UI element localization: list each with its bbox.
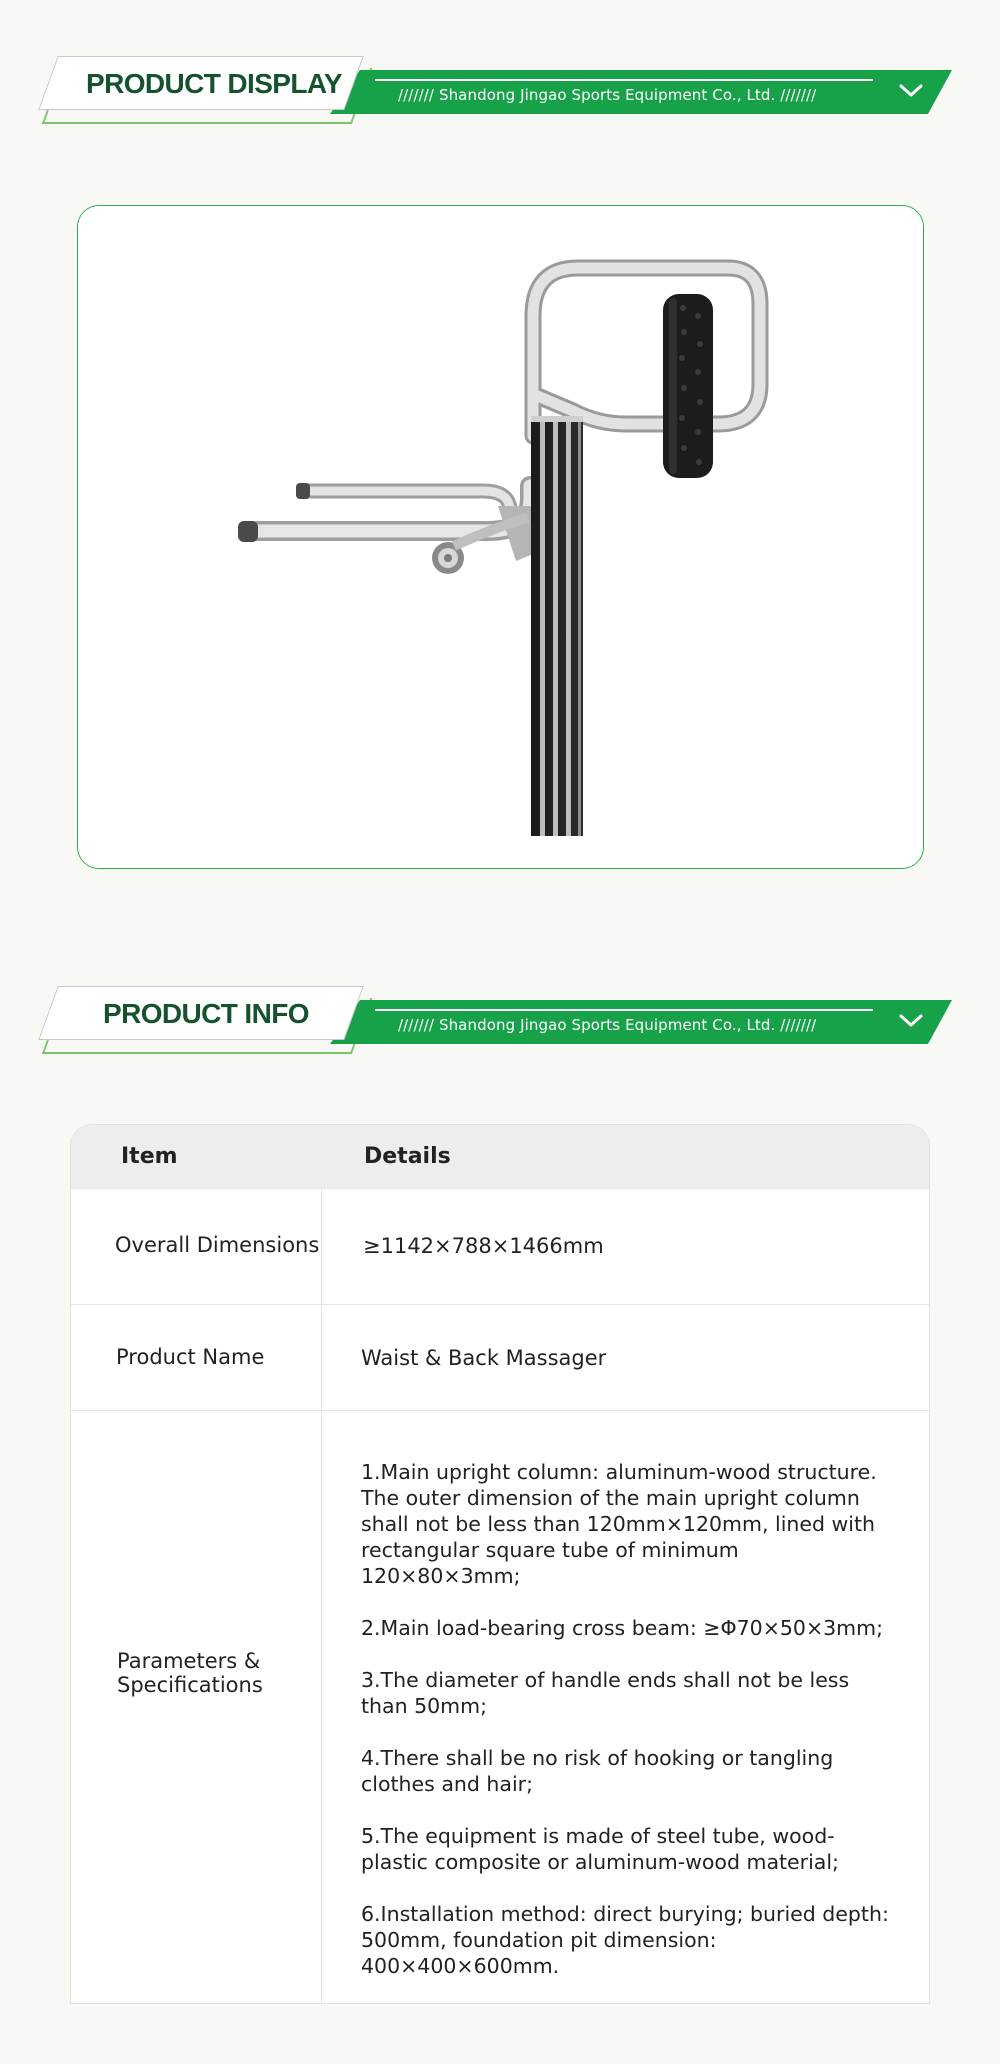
company-name: /////// Shandong Jingao Sports Equipment Co., Ltd. /////// — [398, 1016, 817, 1034]
table-row — [71, 1410, 929, 2004]
table-row — [71, 1304, 929, 1410]
row-label-line: Parameters & — [117, 1649, 261, 1673]
section-header-display — [0, 56, 1000, 136]
header-item: Item — [121, 1144, 178, 1169]
massage-roller — [663, 294, 713, 478]
row-value: ≥1142×788×1466mm — [363, 1234, 604, 1258]
main-post — [531, 416, 583, 836]
spec-item: 2.Main load-bearing cross beam: ≥Φ70×50×3mm; — [361, 1616, 884, 1640]
row-value: Waist & Back Massager — [361, 1346, 607, 1370]
product-image-card — [77, 205, 924, 869]
row-label-line: Specifications — [117, 1673, 263, 1697]
spec-item: 5.The equipment is made of steel tube, wood-plastic composite or aluminum-wood material; — [361, 1824, 839, 1874]
spec-item: 4.There shall be no risk of hooking or tangling clothes and hair; — [361, 1746, 834, 1796]
chevron-down-icon[interactable] — [898, 80, 924, 102]
spec-item: 3.The diameter of handle ends shall not be less than 50mm; — [361, 1668, 850, 1718]
chevron-down-icon[interactable] — [898, 1010, 924, 1032]
product-image — [78, 206, 924, 869]
ribbon-rule — [375, 79, 873, 81]
spec-item: 6.Installation method: direct burying; buried depth: 500mm, foundation pit dimension: 400×400×600mm. — [361, 1902, 889, 1978]
row-label: Overall Dimensions — [115, 1233, 320, 1257]
product-info-table — [70, 1124, 930, 2004]
section-header-info — [0, 986, 1000, 1066]
spec-item: 1.Main upright column: aluminum-wood structure. The outer dimension of the main upright column shall not be less than 120mm×120mm, lined with rectangular square tube of minimum 120×80×3mm; — [361, 1460, 877, 1588]
section-title: PRODUCT INFO — [103, 998, 309, 1029]
section-title: PRODUCT DISPLAY — [86, 68, 343, 99]
row-label — [117, 1649, 263, 1697]
table-header — [71, 1125, 929, 1188]
table-row — [71, 1188, 929, 1304]
row-label: Product Name — [116, 1345, 265, 1369]
ribbon-rule — [375, 1009, 873, 1011]
company-name: /////// Shandong Jingao Sports Equipment Co., Ltd. /////// — [398, 86, 817, 104]
header-details: Details — [364, 1144, 451, 1169]
spec-list — [361, 1459, 901, 2004]
